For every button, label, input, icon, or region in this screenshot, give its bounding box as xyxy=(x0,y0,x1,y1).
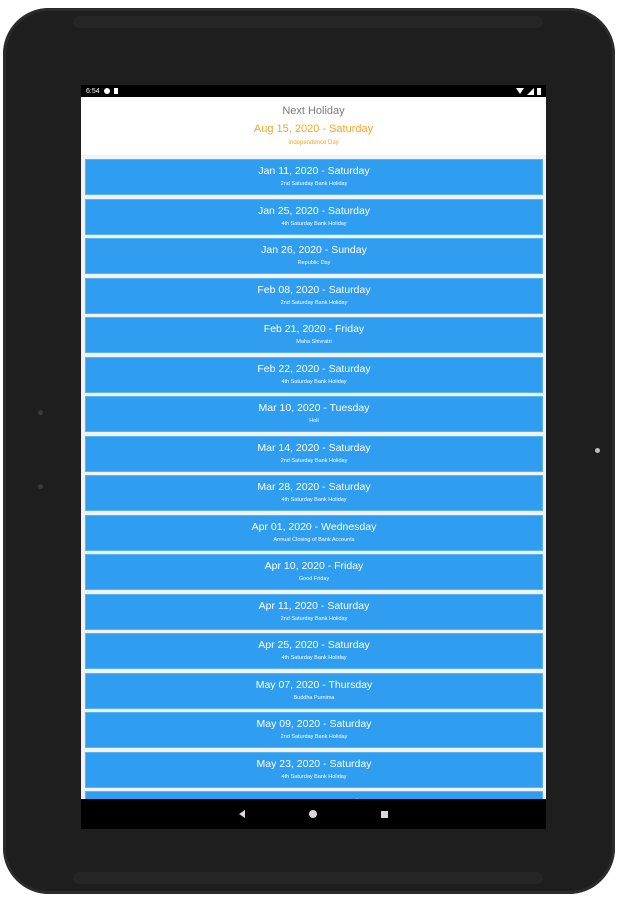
holiday-name: 4th Saturday Bank Holiday xyxy=(281,497,347,503)
holiday-item[interactable] xyxy=(85,712,543,748)
holiday-item[interactable] xyxy=(85,278,543,314)
holiday-item[interactable] xyxy=(85,594,543,630)
holiday-item[interactable] xyxy=(85,357,543,393)
holiday-item[interactable] xyxy=(85,673,543,709)
holiday-date: Jan 26, 2020 - Sunday xyxy=(261,244,367,256)
holiday-name: 4th Saturday Bank Holiday xyxy=(281,655,347,661)
wifi-icon xyxy=(516,88,524,94)
holiday-date: Jan 11, 2020 - Saturday xyxy=(258,165,370,177)
holiday-date: May 07, 2020 - Thursday xyxy=(255,678,373,691)
sd-card-icon xyxy=(114,88,118,94)
battery-icon xyxy=(537,88,541,95)
next-holiday-label: Next Holiday xyxy=(282,105,345,117)
bottom-bezel xyxy=(73,872,543,884)
holiday-item[interactable] xyxy=(85,475,543,511)
holiday-item[interactable] xyxy=(85,515,543,551)
holiday-date: Mar 10, 2020 - Tuesday xyxy=(258,402,370,414)
holiday-date: Feb 08, 2020 - Saturday xyxy=(257,283,371,296)
top-bezel xyxy=(73,16,543,28)
holiday-date: May 23, 2020 - Saturday xyxy=(256,757,372,770)
sensor-dot xyxy=(38,484,43,489)
holiday-item[interactable] xyxy=(85,317,543,353)
holiday-name: 4th Saturday Bank Holiday xyxy=(281,773,347,780)
holiday-date: Mar 28, 2020 - Saturday xyxy=(257,481,371,493)
holiday-name: 2nd Saturday Bank Holiday xyxy=(280,615,348,622)
holiday-item[interactable] xyxy=(85,159,543,195)
holiday-name: 2nd Saturday Bank Holiday xyxy=(280,181,348,187)
holiday-date: Feb 21, 2020 - Friday xyxy=(263,323,365,335)
holiday-item[interactable] xyxy=(85,633,543,669)
back-icon[interactable] xyxy=(239,810,245,818)
holiday-item[interactable] xyxy=(85,199,543,235)
sensor-dot xyxy=(38,410,43,415)
next-holiday-header xyxy=(81,97,546,155)
holiday-name: 2nd Saturday Bank Holiday xyxy=(280,457,348,464)
holiday-name: 2nd Saturday Bank Holiday xyxy=(280,734,348,740)
data-saver-icon xyxy=(104,88,110,94)
signal-icon xyxy=(527,88,534,95)
holiday-date: Mar 14, 2020 - Saturday xyxy=(257,441,371,454)
holiday-name: Republic Day xyxy=(297,260,331,266)
holiday-name: 4th Saturday Bank Holiday xyxy=(281,378,347,385)
holiday-list[interactable] xyxy=(81,159,546,799)
holiday-name: Maha Shivratri xyxy=(296,339,332,345)
next-holiday-name: Independence Day xyxy=(288,140,339,146)
status-time: 6:54 xyxy=(86,87,100,95)
holiday-name: 4th Saturday Bank Holiday xyxy=(281,220,347,227)
tablet-frame xyxy=(3,8,615,894)
holiday-name: Holi xyxy=(309,418,319,424)
holiday-item[interactable] xyxy=(85,396,543,432)
holiday-name: 2nd Saturday Bank Holiday xyxy=(280,299,348,306)
holiday-date: Apr 11, 2020 - Saturday xyxy=(258,599,370,612)
holiday-date: Jan 25, 2020 - Saturday xyxy=(257,204,371,217)
holiday-item[interactable] xyxy=(85,752,543,788)
holiday-name: Buddha Purnima xyxy=(293,694,335,701)
holiday-date: Apr 25, 2020 - Saturday xyxy=(258,639,370,651)
holiday-item[interactable] xyxy=(85,436,543,472)
recents-icon[interactable] xyxy=(381,811,388,818)
holiday-date: May 09, 2020 - Saturday xyxy=(256,718,372,730)
next-holiday-date: Aug 15, 2020 - Saturday xyxy=(253,123,374,135)
home-icon[interactable] xyxy=(309,810,317,818)
navigation-bar xyxy=(81,799,546,829)
front-camera xyxy=(595,448,600,453)
holiday-date: Apr 10, 2020 - Friday xyxy=(264,560,364,572)
status-bar xyxy=(81,85,546,97)
holiday-item[interactable] xyxy=(85,554,543,590)
holiday-date: Feb 22, 2020 - Saturday xyxy=(257,362,371,375)
holiday-date: Apr 01, 2020 - Wednesday xyxy=(251,520,377,533)
holiday-name: Annual Closing of Bank Accounts xyxy=(273,536,355,543)
holiday-name: Good Friday xyxy=(298,576,330,582)
device-screen xyxy=(81,85,546,829)
holiday-item[interactable] xyxy=(85,238,543,274)
